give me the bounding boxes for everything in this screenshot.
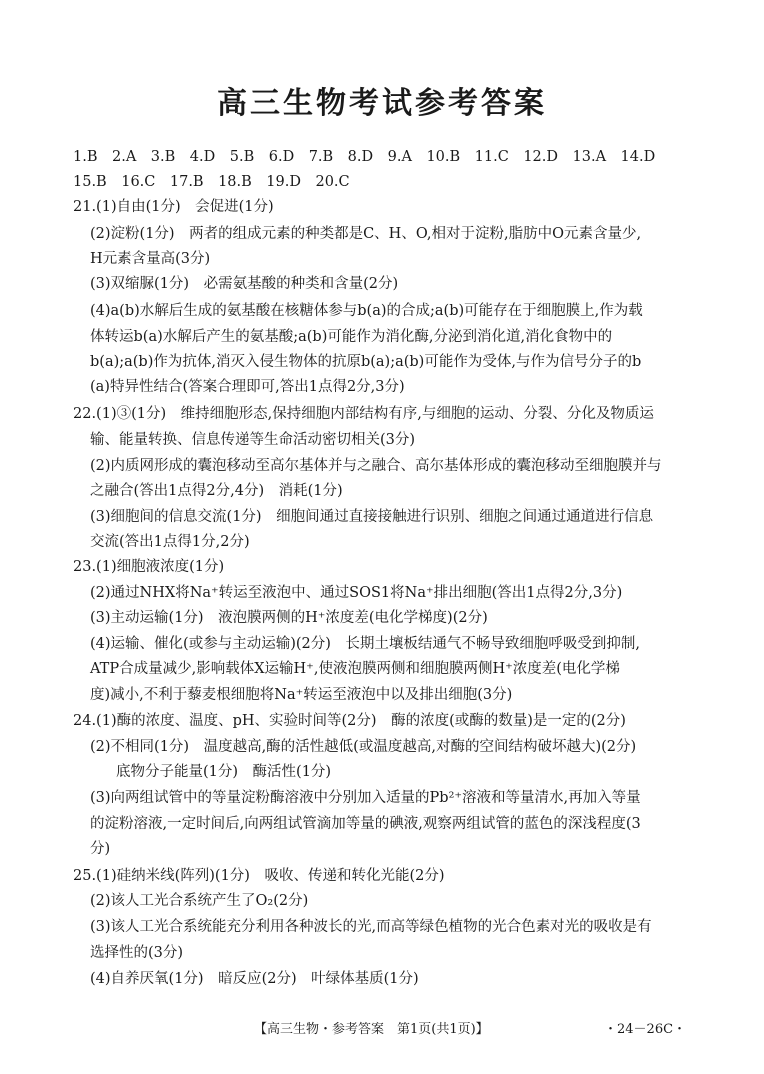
answer-line: (3)向两组试管中的等量淀粉酶溶液中分别加入适量的Pb²⁺溶液和等量清水,再加入等量 bbox=[90, 790, 641, 806]
footer-label: 【高三生物・参考答案 第1页(共1页)】 bbox=[254, 1022, 489, 1037]
page-title: 高三生物考试参考答案 bbox=[217, 86, 547, 121]
answer-line: 度)减小,不利于藜麦根细胞将Na⁺转运至液泡中以及排出细胞(3分) bbox=[90, 687, 513, 703]
answer-line: (2)淀粉(1分) 两者的组成元素的种类都是C、H、O,相对于淀粉,脂肪中O元素含量少, bbox=[90, 226, 642, 242]
answer-line: (4)a(b)水解后生成的氨基酸在核糖体参与b(a)的合成;a(b)可能存在于细胞膜上,作为载 bbox=[90, 303, 643, 319]
answer-line: (2)通过NHX将Na⁺转运至液泡中、通过SOS1将Na⁺排出细胞(答出1点得2分,3分) bbox=[90, 585, 623, 601]
answer-line: (3)细胞间的信息交流(1分) 细胞间通过直接接触进行识别、细胞之间通过通道进行信息 bbox=[90, 509, 654, 525]
answer-line: (2)内质网形成的囊泡移动至高尔基体并与之融合、高尔基体形成的囊泡移动至细胞膜并与 bbox=[90, 458, 662, 474]
mc-answers-row-1: 1.B 2.A 3.B 4.D 5.B 6.D 7.B 8.D 9.A 10.B 11.C 12.D 13.A 14.D bbox=[73, 149, 656, 165]
answer-line: 输、能量转换、信息传递等生命活动密切相关(3分) bbox=[90, 432, 416, 448]
answer-line: (4)运输、催化(或参与主动运输)(2分) 长期土壤板结通气不畅导致细胞呼吸受到抑制, bbox=[90, 636, 640, 652]
answer-line: 底物分子能量(1分) 酶活性(1分) bbox=[116, 764, 332, 780]
answer-line: (2)该人工光合系统产生了O₂(2分) bbox=[90, 893, 309, 909]
answer-line: ATP合成量减少,影响载体X运输H⁺,使液泡膜两侧和细胞膜两侧H⁺浓度差(电化学梯 bbox=[90, 661, 620, 677]
answer-line: 23.(1)细胞液浓度(1分) bbox=[73, 559, 225, 575]
answer-line: 的淀粉溶液,一定时间后,向两组试管滴加等量的碘液,观察两组试管的蓝色的深浅程度(3 bbox=[90, 816, 641, 832]
answer-line: (3)双缩脲(1分) 必需氨基酸的种类和含量(2分) bbox=[90, 276, 399, 292]
answer-line: (3)主动运输(1分) 液泡膜两侧的H⁺浓度差(电化学梯度)(2分) bbox=[90, 610, 488, 626]
footer-code: ・24－26C・ bbox=[604, 1022, 687, 1037]
answer-line: 交流(答出1点得1分,2分) bbox=[90, 534, 250, 550]
answer-line: b(a);a(b)作为抗体,消灭入侵生物体的抗原b(a);a(b)可能作为受体,与作为信号分子的b bbox=[90, 354, 642, 370]
answer-line: 分) bbox=[90, 841, 111, 857]
answer-line: 选择性的(3分) bbox=[90, 945, 184, 961]
mc-answers-row-2: 15.B 16.C 17.B 18.B 19.D 20.C bbox=[73, 174, 350, 190]
answer-line: 24.(1)酶的浓度、温度、pH、实验时间等(2分) 酶的浓度(或酶的数量)是一定的(2分) bbox=[73, 713, 626, 729]
answer-line: 之融合(答出1点得2分,4分) 消耗(1分) bbox=[90, 483, 343, 499]
answer-line: 25.(1)硅纳米线(阵列)(1分) 吸收、传递和转化光能(2分) bbox=[73, 868, 445, 884]
answer-line: 21.(1)自由(1分) 会促进(1分) bbox=[73, 199, 274, 215]
answer-line: (a)特异性结合(答案合理即可,答出1点得2分,3分) bbox=[90, 379, 405, 395]
answer-line: (3)该人工光合系统能充分利用各种波长的光,而高等绿色植物的光合色素对光的吸收是有 bbox=[90, 919, 652, 935]
answer-line: H元素含量高(3分) bbox=[90, 251, 211, 267]
answer-line: (2)不相同(1分) 温度越高,酶的活性越低(或温度越高,对酶的空间结构破坏越大)(2分) bbox=[90, 739, 637, 755]
answer-line: 22.(1)③(1分) 维持细胞形态,保持细胞内部结构有序,与细胞的运动、分裂、分化及物质运 bbox=[73, 406, 654, 422]
answer-line: (4)自养厌氧(1分) 暗反应(2分) 叶绿体基质(1分) bbox=[90, 971, 419, 987]
answer-line: 体转运b(a)水解后产生的氨基酸;a(b)可能作为消化酶,分泌到消化道,消化食物中的 bbox=[90, 329, 613, 345]
